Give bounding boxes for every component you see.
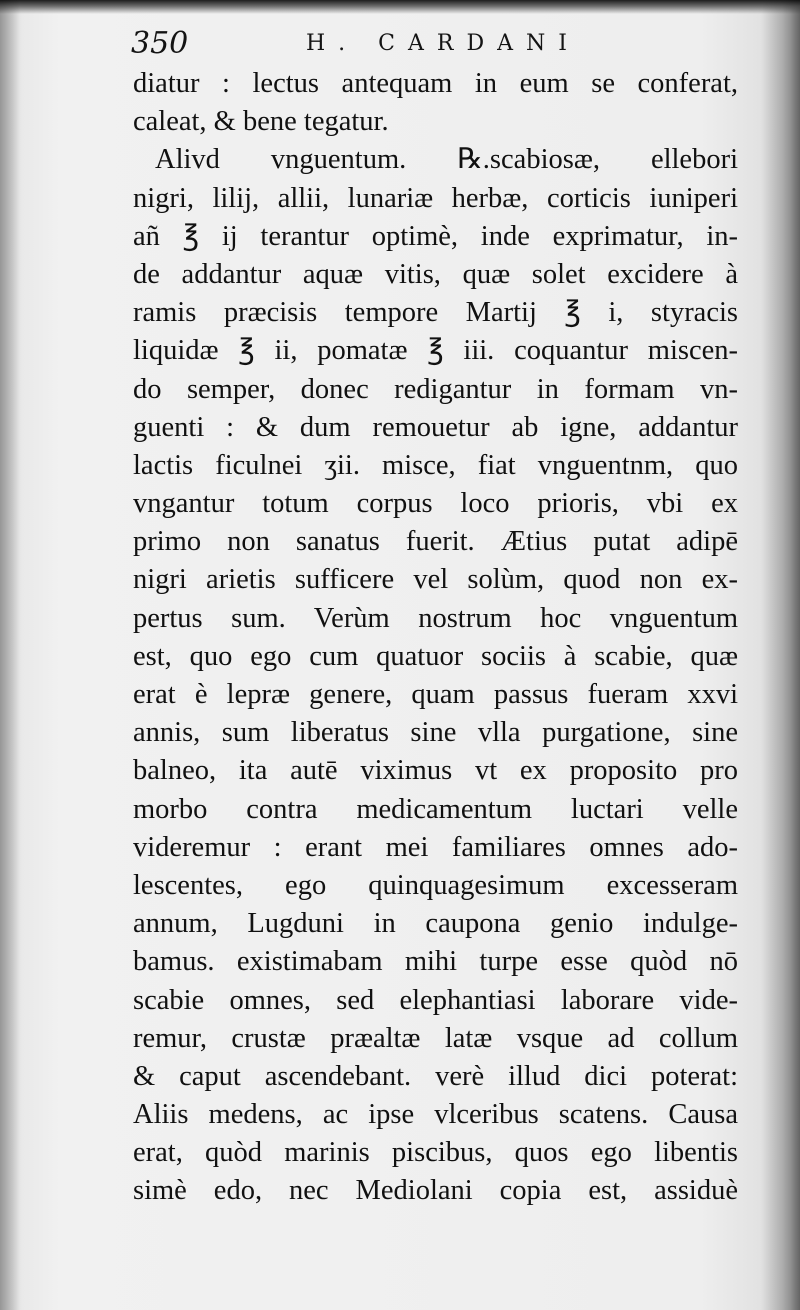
text-line: annis, sum liberatus sine vlla purgatione, sine [133, 717, 738, 749]
text-line: morbo contra medicamentum luctari velle [133, 793, 738, 825]
text-line: erat è lepræ genere, quam passus fueram xxvi [133, 679, 738, 710]
page-number: 350 [131, 26, 189, 61]
page-header [131, 24, 731, 64]
page-top-shadow [0, 0, 800, 14]
text-line: ramis præcisis tempore Martij ℥ i, styracis [133, 297, 738, 329]
page-left-gutter-shadow [0, 0, 20, 1310]
body-text [133, 65, 738, 1211]
text-line: añ ℥ ij terantur optimè, inde exprimatur, in- [133, 220, 738, 252]
text-line: nigri arietis sufficere vel solùm, quod non ex- [133, 564, 738, 596]
running-title: H. CARDANI [306, 31, 580, 56]
text-line: remur, crustæ præaltæ latæ vsque ad collum [133, 1022, 738, 1054]
text-line: scabie omnes, sed elephantiasi laborare vide- [133, 984, 738, 1016]
text-line: de addantur aquæ vitis, quæ solet excidere à [133, 258, 738, 290]
text-line: lescentes, ego quinquagesimum excesseram [133, 869, 738, 901]
text-line: videremur : erant mei familiares omnes ado- [133, 831, 738, 863]
text-line: liquidæ ℥ ii, pomatæ ℥ iii. coquantur miscen- [133, 335, 738, 367]
text-line: simè edo, nec Mediolani copia est, assiduè [133, 1175, 738, 1207]
text-line: caleat, & bene tegatur. [133, 106, 389, 138]
page-right-edge-shadow [762, 0, 800, 1310]
text-line: est, quo ego cum quatuor sociis à scabie, quæ [133, 640, 738, 672]
text-line: vngantur totum corpus loco prioris, vbi ex [133, 488, 738, 520]
text-line: balneo, ita autē viximus vt ex proposito pro [133, 755, 738, 787]
text-line: guenti : & dum remouetur ab igne, addantur [133, 411, 738, 443]
text-line: Aliis medens, ac ipse vlceribus scatens. Causa [133, 1099, 738, 1131]
text-line: annum, Lugduni in caupona genio indulge- [133, 908, 738, 940]
text-line: Alivd vnguentum. ℞.scabiosæ, ellebori [155, 144, 738, 176]
text-line: & caput ascendebant. verè illud dici poterat: [133, 1060, 738, 1092]
text-line: erat, quòd marinis piscibus, quos ego libentis [133, 1137, 738, 1169]
text-line: pertus sum. Verùm nostrum hoc vnguentum [133, 602, 738, 634]
text-line: bamus. existimabam mihi turpe esse quòd nō [133, 946, 738, 978]
text-line: primo non sanatus fuerit. Ætius putat adipē [133, 526, 738, 558]
text-line: lactis ficulnei ʒii. misce, fiat vnguentnm, quo [133, 449, 738, 481]
text-line: do semper, donec redigantur in formam vn- [133, 373, 738, 405]
text-line: diatur : lectus antequam in eum se conferat, [133, 68, 738, 99]
text-line: nigri, lilij, allii, lunariæ herbæ, corticis iuniperi [133, 182, 738, 214]
